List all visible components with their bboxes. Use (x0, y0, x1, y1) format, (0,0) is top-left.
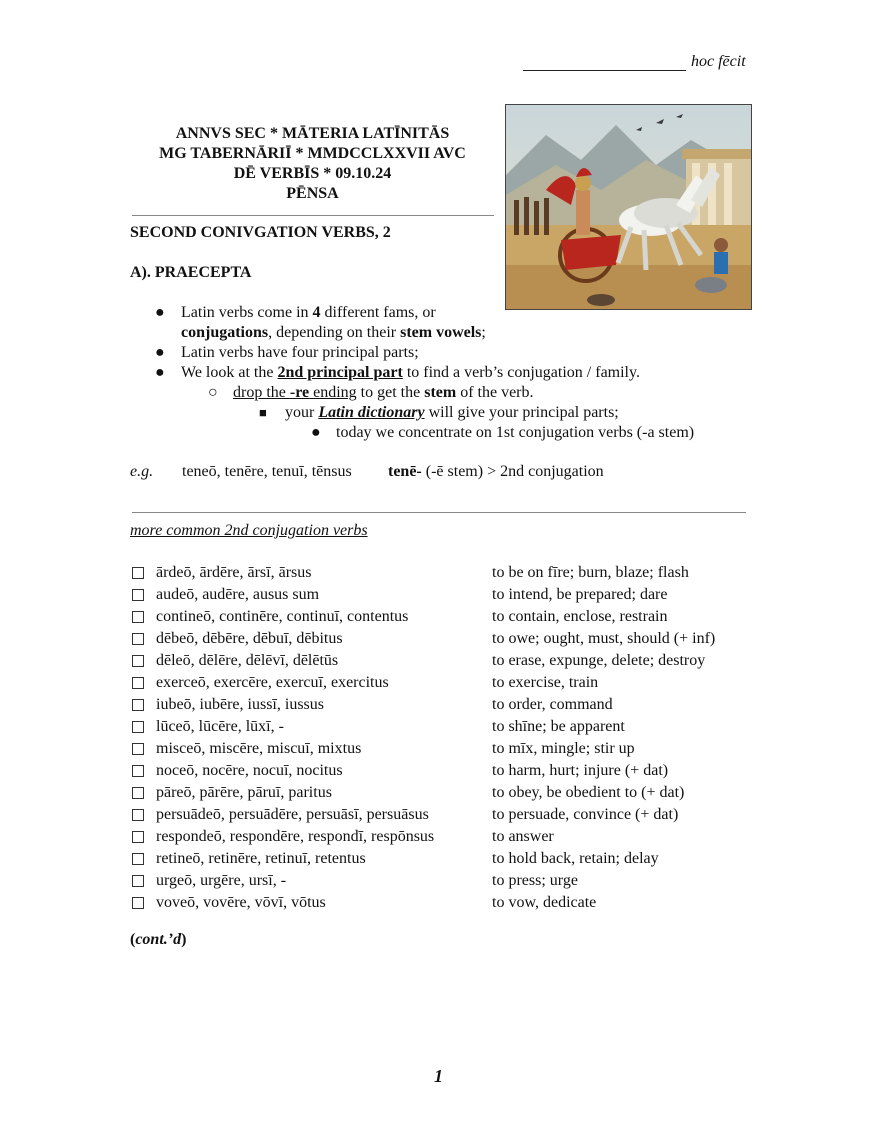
signature-label: hoc fēcit (691, 53, 746, 70)
precepta-heading: A). PRAECEPTA (130, 264, 252, 281)
verb-principal-parts: exerceō, exercēre, exercuī, exercitus (156, 674, 389, 691)
verb-row (130, 674, 750, 696)
verb-meaning: to contain, enclose, restrain (492, 608, 668, 625)
verb-principal-parts: contineō, continēre, continuī, contentus (156, 608, 409, 625)
verb-row (130, 740, 750, 762)
bullet-circle: ○ (208, 384, 218, 401)
verb-row (130, 850, 750, 872)
precept-bullet-3: We look at the 2nd principal part to find a verb’s conjugation / family. (181, 364, 640, 381)
verb-meaning: to harm, hurt; injure (+ dat) (492, 762, 669, 779)
verb-checkbox[interactable] (132, 655, 144, 667)
worksheet-header (130, 124, 495, 204)
verb-row (130, 630, 750, 652)
verb-row (130, 586, 750, 608)
verb-row (130, 718, 750, 740)
header-divider (132, 215, 494, 216)
verb-meaning: to be on fīre; burn, blaze; flash (492, 564, 689, 581)
verb-checkbox[interactable] (132, 809, 144, 821)
header-line-2: MG TABERNĀRIĪ * MMDCCLXXVII AVC (159, 145, 466, 162)
precept-sub-bullet: drop the -re ending to get the stem of the verb. (233, 384, 534, 401)
precept-bullet-1: Latin verbs come in 4 different fams, or (181, 304, 436, 321)
verb-principal-parts: dēbeō, dēbēre, dēbuī, dēbitus (156, 630, 343, 647)
verb-meaning: to shīne; be apparent (492, 718, 625, 735)
verb-principal-parts: audeō, audēre, ausus sum (156, 586, 320, 603)
verb-principal-parts: pāreō, pārēre, pāruī, paritus (156, 784, 332, 801)
verb-principal-parts: iubeō, iubēre, iussī, iussus (156, 696, 324, 713)
section-divider (132, 512, 746, 513)
precept-level-4-bullet: today we concentrate on 1st conjugation verbs (-a stem) (336, 424, 695, 441)
verb-principal-parts: voveō, vovēre, vōvī, vōtus (156, 894, 326, 911)
verb-checkbox[interactable] (132, 721, 144, 733)
verb-checkbox[interactable] (132, 853, 144, 865)
verb-checkbox[interactable] (132, 567, 144, 579)
example-label: e.g. (130, 463, 154, 480)
verb-row (130, 894, 750, 916)
verb-principal-parts: lūceō, lūcēre, lūxī, - (156, 718, 284, 735)
page-number: 1 (434, 1066, 443, 1086)
verb-list-heading: more common 2nd conjugation verbs (130, 522, 368, 539)
verb-checkbox[interactable] (132, 589, 144, 601)
verb-row (130, 652, 750, 674)
bullet-dot: ● (155, 364, 165, 381)
example-stem: tenē- (-ē stem) > 2nd conjugation (388, 463, 604, 480)
verb-checkbox[interactable] (132, 765, 144, 777)
verb-principal-parts: retineō, retinēre, retinuī, retentus (156, 850, 366, 867)
verb-checkbox[interactable] (132, 633, 144, 645)
verb-meaning: to exercise, train (492, 674, 599, 691)
verb-checkbox[interactable] (132, 875, 144, 887)
example-parts: teneō, tenēre, tenuī, tēnsus (182, 463, 352, 480)
bullet-dot: ● (311, 424, 321, 441)
verb-row (130, 762, 750, 784)
verb-checkbox[interactable] (132, 743, 144, 755)
verb-meaning: to intend, be prepared; dare (492, 586, 668, 603)
verb-row (130, 564, 750, 586)
verb-row (130, 608, 750, 630)
header-line-1: ANNVS SEC * MĀTERIA LATĪNITĀS (175, 125, 450, 142)
verb-row (130, 872, 750, 894)
verb-meaning: to persuade, convince (+ dat) (492, 806, 679, 823)
precept-bullet-2: Latin verbs have four principal parts; (181, 344, 419, 361)
verb-principal-parts: misceō, miscēre, miscuī, mixtus (156, 740, 362, 757)
verb-row (130, 784, 750, 806)
verb-meaning: to erase, expunge, delete; destroy (492, 652, 706, 669)
verb-row (130, 806, 750, 828)
verb-meaning: to owe; ought, must, should (+ inf) (492, 630, 716, 647)
verb-principal-parts: respondeō, respondēre, respondī, respōnsus (156, 828, 435, 845)
section-title: SECOND CONIVGATION VERBS, 2 (130, 224, 391, 241)
verb-meaning: to answer (492, 828, 554, 845)
precept-sub-sub-bullet: your Latin dictionary will give your principal parts; (285, 404, 619, 421)
example-line (130, 463, 604, 481)
verb-checkbox[interactable] (132, 897, 144, 909)
verb-meaning: to order, command (492, 696, 613, 713)
verb-meaning: to press; urge (492, 872, 578, 889)
signature-line (523, 70, 686, 71)
verb-principal-parts: dēleō, dēlēre, dēlēvī, dēlētūs (156, 652, 339, 669)
bullet-square: ■ (259, 405, 267, 420)
verb-principal-parts: noceō, nocēre, nocuī, nocitus (156, 762, 343, 779)
verb-meaning: to mīx, mingle; stir up (492, 740, 635, 757)
header-line-4: PĒNSA (286, 185, 339, 202)
verb-checkbox[interactable] (132, 677, 144, 689)
header-line-3: DĒ VERBĪS * 09.10.24 (233, 165, 392, 182)
verb-checkbox[interactable] (132, 699, 144, 711)
verb-principal-parts: persuādeō, persuādēre, persuāsī, persuāsus (156, 806, 429, 823)
verb-checkbox[interactable] (132, 611, 144, 623)
precept-bullet-1-cont: conjugations, depending on their stem vowels; (181, 324, 486, 341)
verb-checkbox[interactable] (132, 787, 144, 799)
verb-principal-parts: ārdeō, ārdēre, ārsī, ārsus (156, 564, 312, 581)
continued-note: (cont.’d) (130, 931, 187, 948)
verb-row (130, 828, 750, 850)
verb-meaning: to obey, be obedient to (+ dat) (492, 784, 685, 801)
chariot-scene-illustration (506, 105, 751, 309)
verb-principal-parts: urgeō, urgēre, ursī, - (156, 872, 287, 889)
bullet-dot: ● (155, 304, 165, 321)
verb-row (130, 696, 750, 718)
verb-meaning: to vow, dedicate (492, 894, 597, 911)
latin-dictionary-link[interactable]: Latin dictionary (318, 404, 425, 421)
verb-meaning: to hold back, retain; delay (492, 850, 659, 867)
verb-checkbox[interactable] (132, 831, 144, 843)
bullet-dot: ● (155, 344, 165, 361)
chariot-painting-image (505, 104, 752, 310)
